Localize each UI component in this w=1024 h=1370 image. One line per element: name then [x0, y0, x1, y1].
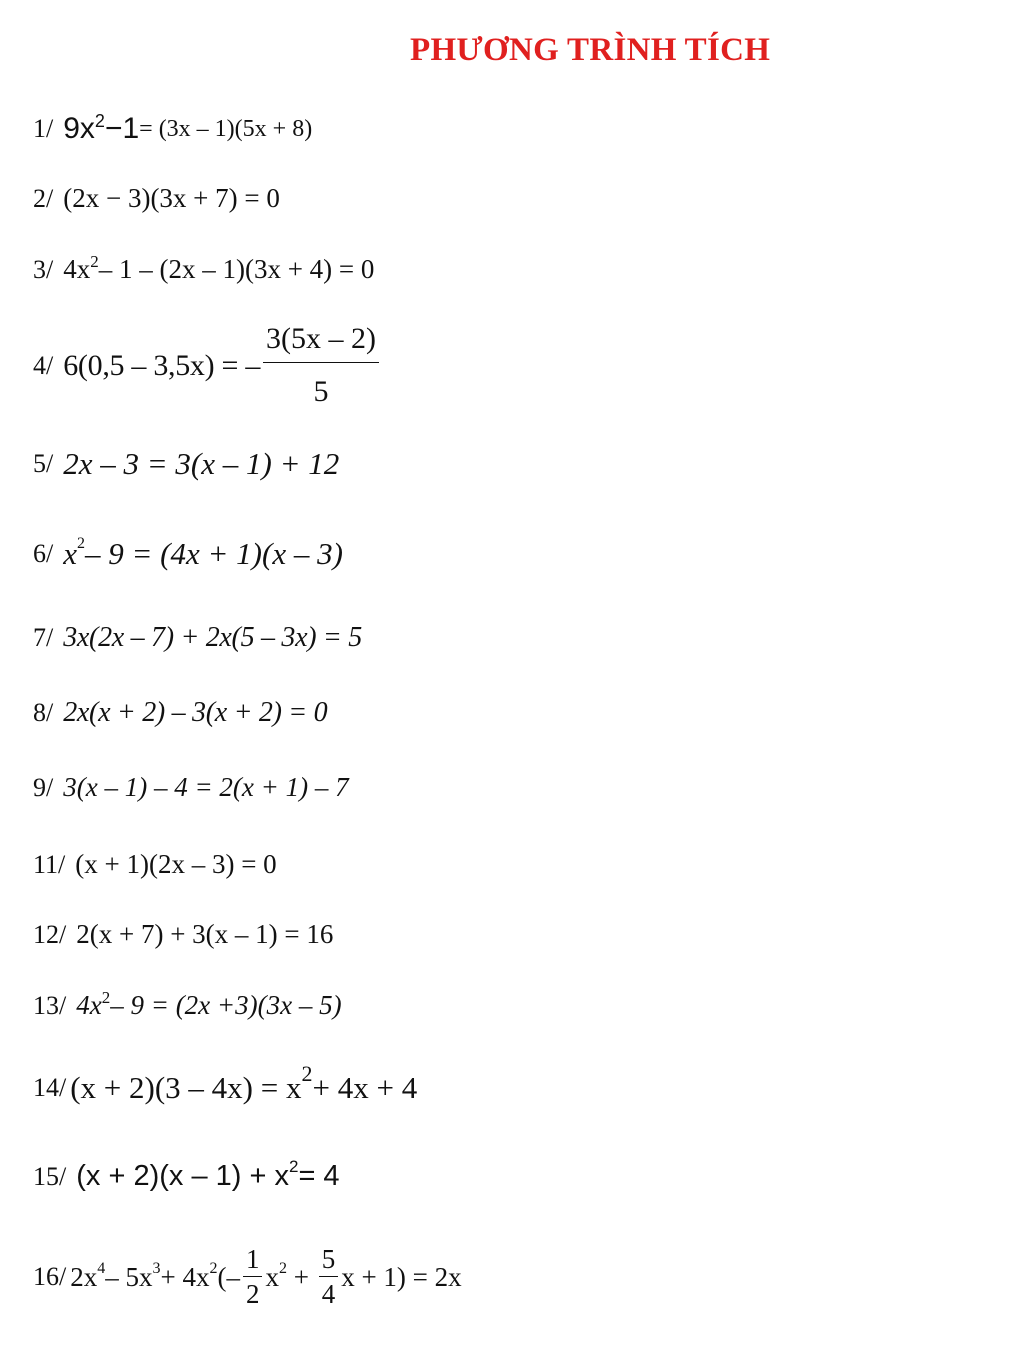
problem-number: 15/ [33, 1161, 67, 1191]
problem-13 [33, 988, 342, 1020]
fraction-one-half [243, 1246, 263, 1308]
equation-term: (– [217, 1261, 240, 1292]
problem-3 [33, 252, 375, 284]
equation: 2x – 3 = 3(x – 1) + 12 [63, 446, 340, 481]
fraction-denominator: 2 [245, 1279, 260, 1309]
problem-14 [33, 1060, 418, 1105]
problem-15 [33, 1157, 340, 1192]
problem-number: 9/ [33, 772, 54, 802]
equation-term: x + 1) = 2x [341, 1261, 462, 1292]
fraction-denominator: 4 [321, 1279, 336, 1309]
equation-term: 2x [70, 1261, 98, 1292]
equation-term: 9x [63, 112, 95, 145]
equation: 2(x + 7) + 3(x – 1) = 16 [76, 919, 334, 949]
fraction-numerator: 1 [243, 1246, 263, 1277]
equation-term: −1 [104, 112, 140, 145]
problem-8 [33, 699, 327, 727]
equation: (2x − 3)(3x + 7) = 0 [63, 183, 280, 213]
equation-term: (x + 2)(x – 1) + x [76, 1160, 289, 1192]
equation-term: – 5x [105, 1261, 153, 1292]
exponent: 2 [278, 1260, 287, 1277]
equation: – 9 = (2x +3)(3x – 5) [110, 990, 342, 1020]
problem-number: 3/ [33, 254, 54, 284]
exponent: 2 [209, 1260, 218, 1277]
problem-12 [33, 921, 333, 948]
problem-number: 4/ [33, 350, 54, 380]
problem-2 [33, 185, 280, 212]
problem-4 [33, 324, 382, 407]
problem-7 [33, 624, 362, 652]
fraction-numerator: 5 [319, 1246, 339, 1277]
equation: + 4x + 4 [312, 1070, 418, 1105]
equation: 2x(x + 2) – 3(x + 2) = 0 [63, 697, 328, 728]
problem-number: 6/ [33, 538, 54, 568]
problem-number: 5/ [33, 448, 54, 478]
problem-number: 13/ [33, 990, 67, 1020]
exponent: 2 [77, 534, 85, 552]
fraction [263, 324, 379, 407]
exponent: 2 [90, 252, 99, 271]
exponent: 2 [101, 988, 111, 1007]
problem-6 [33, 534, 343, 571]
equation: 3(x – 1) – 4 = 2(x + 1) – 7 [63, 772, 349, 802]
exponent: 3 [152, 1260, 161, 1277]
problem-number: 12/ [33, 919, 67, 949]
problem-16 [33, 1246, 462, 1308]
problem-number: 7/ [33, 623, 54, 652]
problem-number: 11/ [33, 849, 66, 879]
equation-rhs: = (3x – 1)(5x + 8) [139, 116, 313, 142]
fraction-denominator: 5 [313, 375, 329, 408]
fraction-five-quarters [319, 1246, 339, 1308]
equation: – 9 = (4x + 1)(x – 3) [85, 536, 343, 571]
fraction-numerator: 3(5x – 2) [263, 324, 379, 363]
problem-number: 14/ [33, 1072, 67, 1102]
problem-5 [33, 448, 339, 479]
equation-term: + 4x [160, 1261, 210, 1292]
page-title: PHƯƠNG TRÌNH TÍCH [410, 32, 771, 68]
problem-9 [33, 774, 349, 801]
equation: 3x(2x – 7) + 2x(5 – 3x) = 5 [63, 622, 362, 653]
problem-11 [33, 851, 277, 878]
equation: = 4 [298, 1160, 340, 1192]
exponent: 2 [301, 1060, 313, 1086]
equation-lhs: 6(0,5 – 3,5x) = – [63, 348, 261, 382]
equation-term: + [286, 1261, 316, 1292]
exponent: 2 [94, 111, 105, 131]
problem-number: 8/ [33, 698, 54, 727]
equation-term: x [63, 536, 77, 571]
equation-term: (x + 2)(3 – 4x) = x [70, 1070, 302, 1105]
equation-term: 4x [63, 254, 91, 284]
equation-term: x [265, 1261, 279, 1292]
equation-term: 4x [76, 990, 102, 1020]
problem-1 [33, 111, 313, 145]
exponent: 4 [97, 1260, 106, 1277]
equation: (x + 1)(2x – 3) = 0 [75, 849, 277, 879]
problem-number: 1/ [33, 114, 54, 143]
problem-number: 16/ [33, 1262, 67, 1291]
equation: – 1 – (2x – 1)(3x + 4) = 0 [98, 254, 375, 284]
problem-number: 2/ [33, 183, 54, 213]
exponent: 2 [288, 1157, 299, 1176]
